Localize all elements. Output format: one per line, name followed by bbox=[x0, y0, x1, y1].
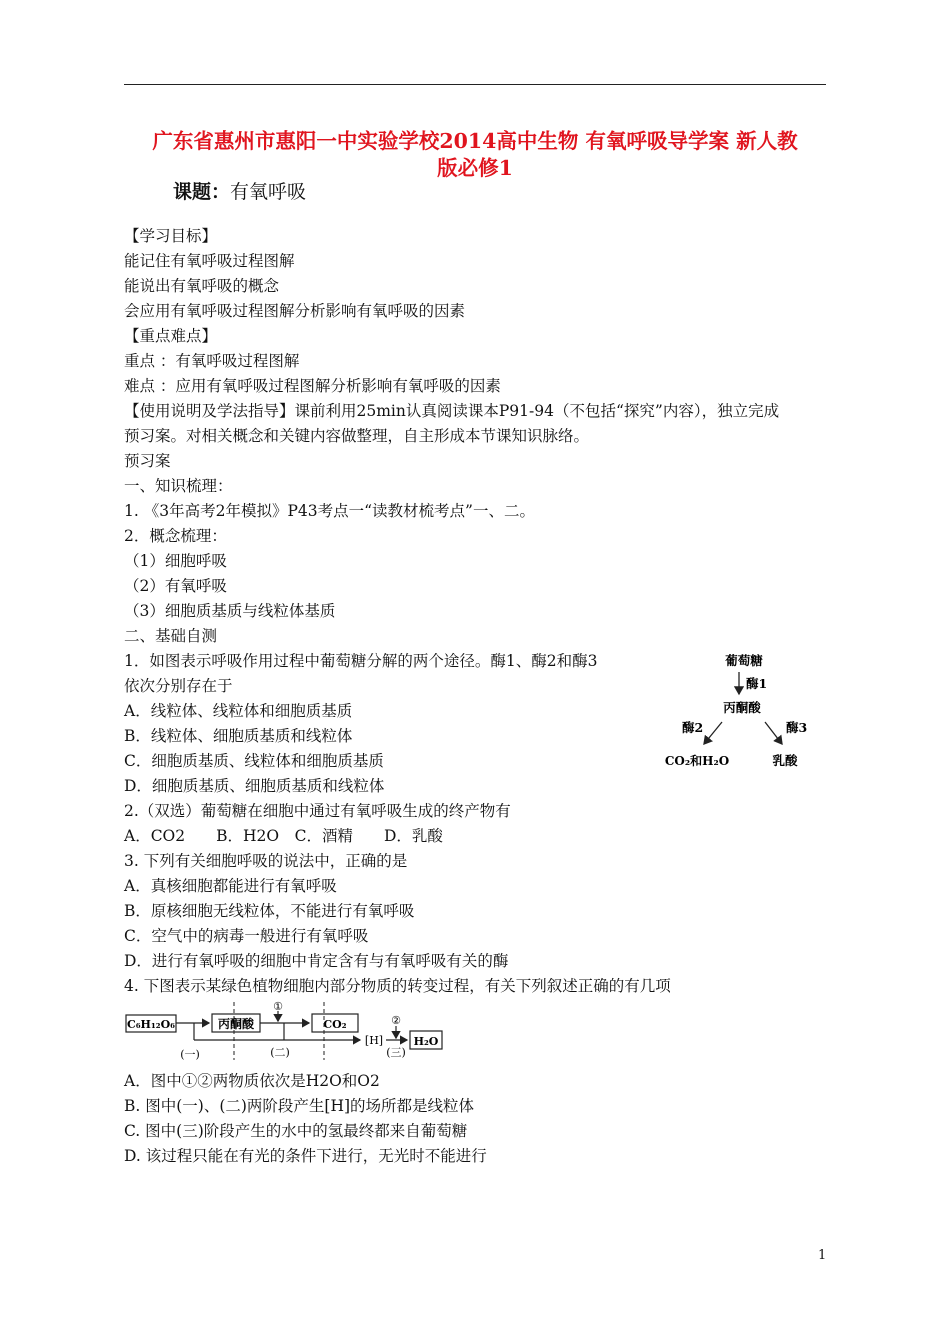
document-title-line-2: 版必修1 bbox=[437, 156, 513, 180]
text-line: A．线粒体、线粒体和细胞质基质 bbox=[124, 702, 353, 720]
text-line: 一、知识梳理： bbox=[124, 477, 233, 495]
subject-label: 课题： bbox=[173, 181, 231, 203]
text-line: 二、基础自测 bbox=[124, 627, 218, 645]
text-line: 2.（双选）葡萄糖在细胞中通过有氧呼吸生成的终产物有 bbox=[124, 802, 511, 820]
text-line: C．空气中的病毒一般进行有氧呼吸 bbox=[124, 927, 369, 945]
text-line: D．细胞质基质、细胞质基质和线粒体 bbox=[124, 777, 385, 795]
text-line: C．细胞质基质、线粒体和细胞质基质 bbox=[124, 752, 384, 770]
enzyme1-label: 酶1 bbox=[746, 676, 768, 691]
header-rule bbox=[124, 84, 826, 85]
text-line: 【使用说明及学法指导】课前利用25min认真阅读课本P91-94（不包括“探究”内容），独立完成 bbox=[124, 402, 780, 420]
text-line: A．CO2 B．H2O C．酒精 D．乳酸 bbox=[124, 827, 443, 845]
document-title-line-1: 广东省惠州市惠阳一中实验学校2014高中生物 有氧呼吸导学案 新人教 bbox=[152, 129, 798, 153]
stage-3-label: (三) bbox=[386, 1046, 406, 1059]
co2-text: CO₂ bbox=[323, 1018, 347, 1031]
text-line: B．原核细胞无线粒体，不能进行有氧呼吸 bbox=[124, 902, 415, 920]
stage-1-label: (一) bbox=[180, 1048, 200, 1061]
co2-water-label: CO₂和H₂O bbox=[664, 754, 730, 768]
text-line: （1）细胞呼吸 bbox=[124, 552, 227, 570]
subject-value: 有氧呼吸 bbox=[230, 181, 307, 203]
marker-1: ① bbox=[273, 1000, 283, 1013]
text-line: B．线粒体、细胞质基质和线粒体 bbox=[124, 727, 353, 745]
subject-heading bbox=[173, 177, 306, 204]
text-line: 难点 ：应用有氧呼吸过程图解分析影响有氧呼吸的因素 bbox=[124, 377, 501, 395]
option-line: D. 该过程只能在有光的条件下进行，无光时不能进行 bbox=[124, 1147, 487, 1165]
text-line: 能记住有氧呼吸过程图解 bbox=[124, 252, 295, 270]
text-line: 3. 下列有关细胞呼吸的说法中，正确的是 bbox=[124, 852, 408, 870]
text-line: 依次分别存在于 bbox=[124, 677, 233, 695]
text-line: （3）细胞质基质与线粒体基质 bbox=[124, 602, 336, 620]
pyruvate-text: 丙酮酸 bbox=[217, 1017, 255, 1031]
text-line: 预习案 bbox=[124, 452, 171, 470]
text-line: 预习案。对相关概念和关键内容做整理，自主形成本节课知识脉络。 bbox=[124, 427, 590, 445]
text-line: 4. 下图表示某绿色植物细胞内部分物质的转变过程，有关下列叙述正确的有几项 bbox=[124, 977, 671, 995]
text-line: 会应用有氧呼吸过程图解分析影响有氧呼吸的因素 bbox=[124, 302, 466, 320]
text-line: D．进行有氧呼吸的细胞中肯定含有与有氧呼吸有关的酶 bbox=[124, 952, 509, 970]
arrow-to-lactic-acid bbox=[765, 722, 782, 744]
pyruvate-label: 丙酮酸 bbox=[723, 700, 761, 715]
respiration-pathway-diagram bbox=[662, 650, 822, 775]
text-line: 【学习目标】 bbox=[124, 227, 218, 245]
option-line: C. 图中(三)阶段产生的水中的氢最终都来自葡萄糖 bbox=[124, 1122, 468, 1140]
glucose-formula: C₆H₁₂O₆ bbox=[126, 1018, 176, 1031]
page-number: 1 bbox=[818, 1248, 827, 1263]
text-line: 2．概念梳理： bbox=[124, 527, 227, 545]
stage-2-label: (二) bbox=[270, 1046, 290, 1059]
text-line: 1. 《3年高考2年模拟》P43考点一“读教材梳考点”一、二。 bbox=[124, 502, 535, 520]
aerobic-respiration-stages-diagram bbox=[124, 998, 454, 1062]
water-text: H₂O bbox=[413, 1035, 439, 1048]
enzyme3-label: 酶3 bbox=[786, 720, 808, 735]
option-line: A．图中①②两物质依次是H2O和O2 bbox=[124, 1072, 380, 1090]
text-line: 【重点难点】 bbox=[124, 327, 218, 345]
glucose-label: 葡萄糖 bbox=[725, 653, 763, 668]
enzyme2-label: 酶2 bbox=[682, 720, 704, 735]
text-line: A．真核细胞都能进行有氧呼吸 bbox=[124, 877, 337, 895]
arrow-to-co2-water bbox=[704, 722, 722, 744]
marker-2: ② bbox=[391, 1014, 401, 1027]
text-line: 能说出有氧呼吸的概念 bbox=[124, 277, 280, 295]
text-line: 1．如图表示呼吸作用过程中葡萄糖分解的两个途径。酶1、酶2和酶3 bbox=[124, 652, 598, 670]
option-line: B. 图中(一)、(二)两阶段产生[H]的场所都是线粒体 bbox=[124, 1097, 475, 1115]
h-label: [H] bbox=[364, 1034, 384, 1047]
text-line: （2）有氧呼吸 bbox=[124, 577, 227, 595]
text-line: 重点 ：有氧呼吸过程图解 bbox=[124, 352, 300, 370]
lactic-acid-label: 乳酸 bbox=[772, 753, 798, 768]
